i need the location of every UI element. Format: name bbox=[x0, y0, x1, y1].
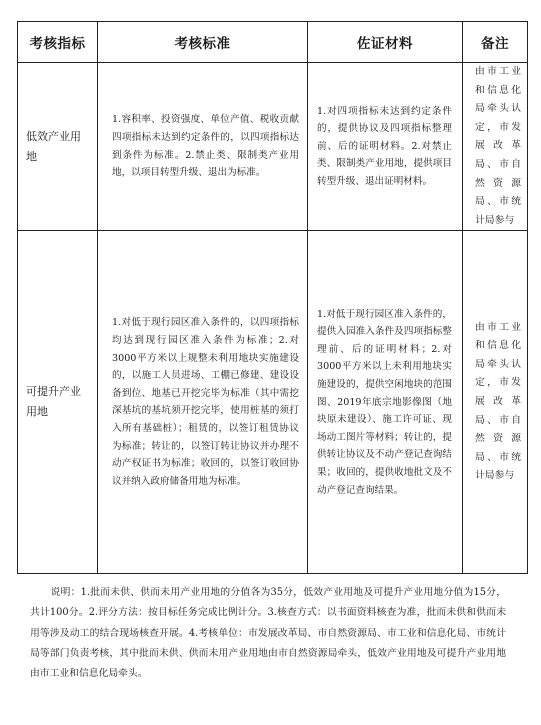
header-evidence: 佐证材料 bbox=[308, 22, 463, 63]
table-row bbox=[18, 231, 528, 574]
cell-standard: 1.容积率、投资强度、单位产值、税收贡献四项指标未达到约定条件的，以四项指标达到条件为标准。2.禁止类、限制类产业用地，以项目转型升级、退出为标准。 bbox=[98, 63, 308, 231]
table-row bbox=[18, 63, 528, 231]
cell-standard: 1.对低于现行园区准入条件的，以四项指标均达到现行园区准入条件为标准；2.对3000平方米以上规整未利用地块实施建设的，以施工人员进场、工棚已修建、建设设备到位、地基已开挖完毕为标准（其中需挖深基坑的基坑须开挖完毕，使用桩基的须打入所有基础桩）；租赁的，以签订租赁协议为标准；转让的，以签订转让协议并办理不动产权证书为标准；收回的，以签订收回协议并纳入政府储备用地为标准。 bbox=[98, 231, 308, 574]
cell-indicator: 可提升产业用地 bbox=[18, 231, 98, 574]
header-standard: 考核标准 bbox=[98, 22, 308, 63]
cell-evidence: 1.对四项指标未达到约定条件的，提供协议及四项指标整理前、后的证明材料。2.对禁止类、限制类产业用地，提供项目转型升级、退出证明材料。 bbox=[308, 63, 463, 231]
header-remark: 备注 bbox=[463, 22, 528, 63]
cell-remark: 由市工业和信息化局牵头认定，市发展改革局、市自然资源局、市统计局参与 bbox=[463, 231, 528, 574]
header-indicator: 考核指标 bbox=[18, 22, 98, 63]
explanatory-note: 说明：1.批而未供、供而未用产业用地的分值各为35分，低效产业用地及可提升产业用地分值为15分，共计100分。2.评分方法：按目标任务完成比例计分。3.核查方式：以书面资料核查为准，批而未供和供而未用等涉及动工的结合现场核查开展。4.考核单位：市发展改革局、市自然资源局、市工业和信息化局、市统计局等部门负责考核，其中批而未供、供而未用产业用地由市自然资源局牵头，低效产业用地及可提升产业用地由市工业和信息化局牵头。 bbox=[30, 586, 506, 680]
cell-remark: 由市工业和信息化局牵头认定，市发展改革局、市自然资源局、市统计局参与 bbox=[463, 63, 528, 231]
cell-indicator: 低效产业用地 bbox=[18, 63, 98, 231]
cell-evidence: 1.对低于现行园区准入条件的，提供入园准入条件及四项指标整理前、后的证明材料；2.对3000平方米以上未利用地块实施建设的，提供空闲地块的范围图、2019年底宗地影像图（地块原未建设）、施工许可证、现场动工图片等材料；转让的，提供转让协议及不动产登记查询结果；收回的，提供收地批文及不动产登记查询结果。 bbox=[308, 231, 463, 574]
assessment-table-container bbox=[17, 21, 527, 574]
assessment-table bbox=[17, 21, 528, 574]
table-header-row bbox=[18, 22, 528, 63]
